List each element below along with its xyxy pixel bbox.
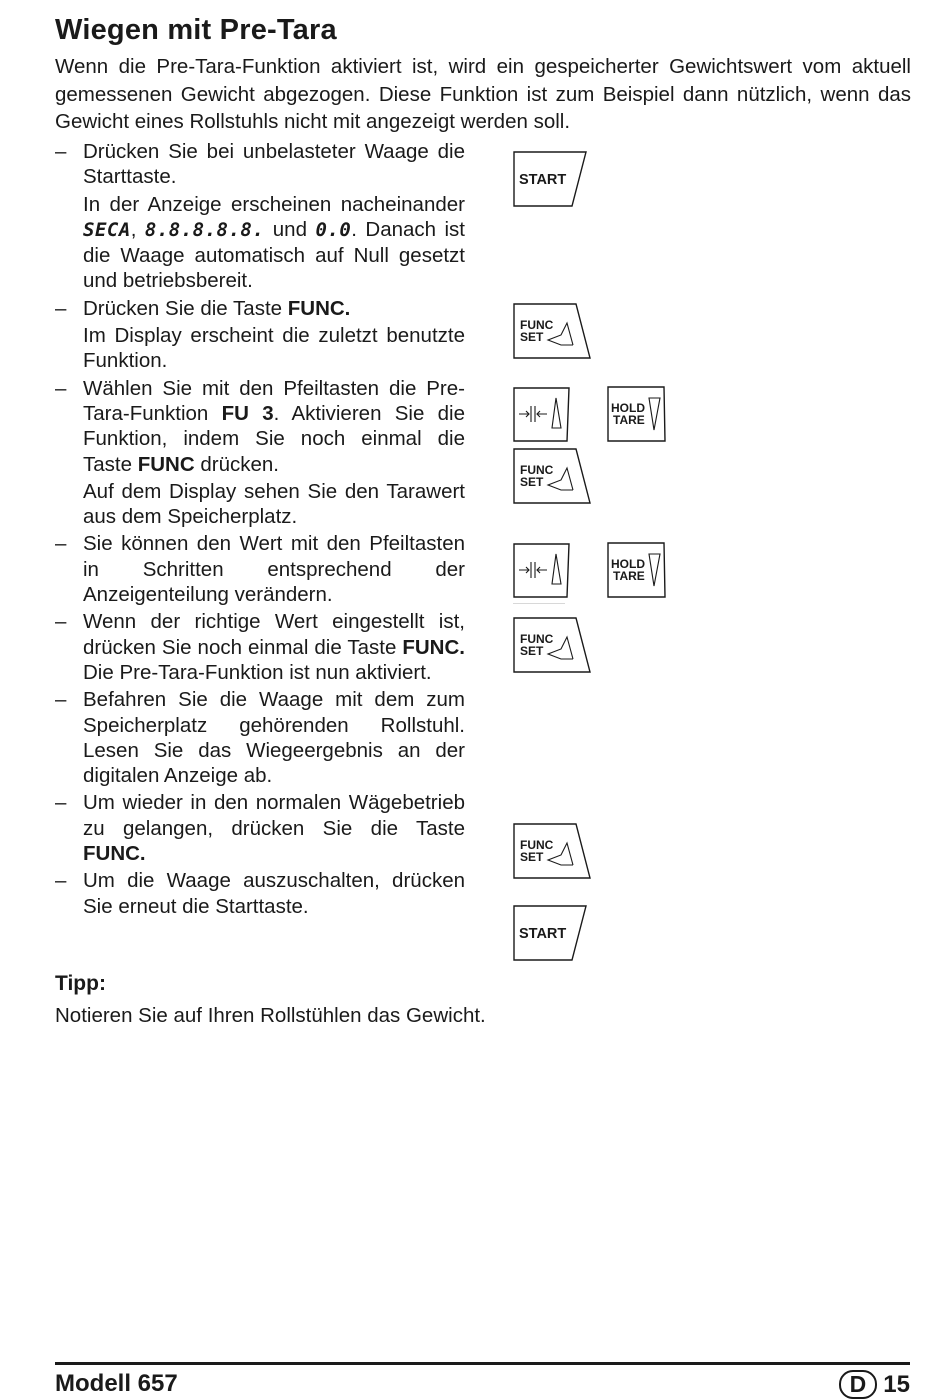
step-5-text-b: Die Pre-Tara-Funktion ist nun aktiviert. [83, 660, 432, 684]
step-1-sub-text-end: . Danach ist die Waage automatisch auf Null gesetzt und betriebsbereit. [83, 217, 466, 293]
conjunction-text: und [272, 217, 307, 241]
list-dash: – [55, 610, 67, 634]
step-2 [55, 296, 465, 374]
func-set-key-icon [513, 823, 593, 881]
list-dash: – [55, 791, 67, 815]
display-readout-zero: 0.0 [315, 218, 352, 241]
step-2-sub-text: Im Display erscheint die zuletzt benutzte Funktion. [83, 324, 465, 373]
key-name-func: FUNC. [402, 635, 465, 659]
list-dash: – [55, 688, 67, 712]
step-7 [55, 790, 465, 866]
step-3-text-b: . Aktivieren Sie die Funktion, indem Sie noch einmal die Taste [83, 401, 465, 476]
page-title: Wiegen mit Pre-Tara [55, 14, 337, 46]
list-dash: – [55, 140, 67, 163]
step-1-text: Drücken Sie bei unbelasteter Waage die Starttaste. [83, 140, 465, 189]
footer-page-info [839, 1370, 910, 1399]
step-4-text: Sie können den Wert mit den Pfeiltasten in Schritten entsprechend der Anzeigenteilung verändern. [83, 532, 465, 607]
list-dash: – [55, 869, 67, 893]
key-name-func: FUNC [137, 452, 195, 476]
func-key-label-line2: SET [520, 644, 544, 658]
arrow-key-icon [513, 386, 571, 444]
step-2-text [83, 296, 465, 321]
list-dash: – [55, 376, 67, 400]
hold-key-label-line2: TARE [613, 413, 645, 427]
hold-key-label-line1: HOLD [611, 557, 645, 571]
step-1-display-sequence [83, 192, 465, 294]
divider [513, 603, 565, 604]
step-6 [55, 687, 465, 788]
step-7-text [83, 790, 465, 866]
list-dash: – [55, 296, 67, 320]
separator-comma: , [130, 217, 137, 241]
start-key-icon [513, 150, 589, 208]
step-8 [55, 868, 465, 919]
arrow-key-icon [513, 542, 571, 600]
hold-tare-key-icon [607, 542, 667, 600]
hold-key-label-line2: TARE [613, 569, 645, 583]
step-3-text [83, 376, 465, 477]
function-code-fu3: FU 3 [221, 401, 274, 425]
step-2-text-a: Drücken Sie die Taste [83, 296, 283, 320]
func-set-key-icon [513, 617, 593, 675]
key-name-func: FUNC. [287, 296, 351, 320]
tip-label: Tipp: [55, 972, 106, 995]
start-key-label: START [519, 926, 567, 942]
step-6-text: Befahren Sie die Waage mit dem zum Speicherplatz gehörenden Rollstuhl. Lesen Sie das Wiegeergebnis an der digitalen Anzeige ab. [83, 688, 465, 788]
hold-key-label-line1: HOLD [611, 401, 645, 415]
tip-text: Notieren Sie auf Ihren Rollstühlen das Gewicht. [55, 1004, 486, 1027]
start-key-label: START [519, 172, 567, 188]
start-key-icon [513, 904, 589, 962]
display-readout-test: 8.8.8.8.8. [144, 218, 265, 241]
step-7-text-a: Um wieder in den normalen Wägebetrieb zu gelangen, drücken Sie die Taste [83, 791, 465, 840]
step-3-text-a: Wählen Sie mit den Pfeiltasten die Pre-Tara-Funktion [83, 376, 465, 425]
instruction-list [55, 139, 465, 919]
step-3 [55, 376, 465, 530]
footer-divider [55, 1362, 910, 1365]
step-5 [55, 609, 465, 685]
step-5-text-a: Wenn der richtige Wert eingestellt ist, drücken Sie noch einmal die Taste [83, 610, 465, 659]
footer-model-name: Modell 657 [55, 1370, 178, 1397]
language-badge: D [839, 1370, 878, 1399]
intro-paragraph: Wenn die Pre-Tara-Funktion aktiviert ist, wird ein gespeicherter Gewichtswert vom aktuell gemessenen Gewicht abgezogen. Diese Funktion ist zum Beispiel dann nützlich, wenn das Gewicht eines Rollstuhls nicht mit angezeigt werden soll. [55, 55, 911, 133]
step-3-text-c: drücken. [200, 452, 279, 476]
list-dash: – [55, 532, 67, 556]
step-5-text [83, 609, 465, 685]
func-set-key-icon [513, 303, 593, 361]
func-key-label-line1: FUNC [520, 463, 554, 477]
step-1 [55, 139, 465, 294]
func-key-label-line1: FUNC [520, 318, 554, 332]
step-3-sub-text: Auf dem Display sehen Sie den Tarawert aus dem Speicherplatz. [83, 479, 465, 529]
display-readout-seca: SECA [83, 218, 131, 241]
func-key-label-line2: SET [520, 850, 544, 864]
func-key-label-line2: SET [520, 475, 544, 489]
step-1-sub-text: In der Anzeige erscheinen nacheinander [83, 192, 465, 216]
key-name-func: FUNC. [83, 842, 146, 866]
func-key-label-line1: FUNC [520, 838, 554, 852]
func-set-key-icon [513, 448, 593, 506]
step-8-text: Um die Waage auszuschalten, drücken Sie erneut die Starttaste. [83, 869, 465, 918]
func-key-label-line1: FUNC [520, 632, 554, 646]
step-4 [55, 531, 465, 607]
func-key-label-line2: SET [520, 330, 544, 344]
hold-tare-key-icon [607, 386, 667, 444]
page-number: 15 [883, 1370, 910, 1398]
